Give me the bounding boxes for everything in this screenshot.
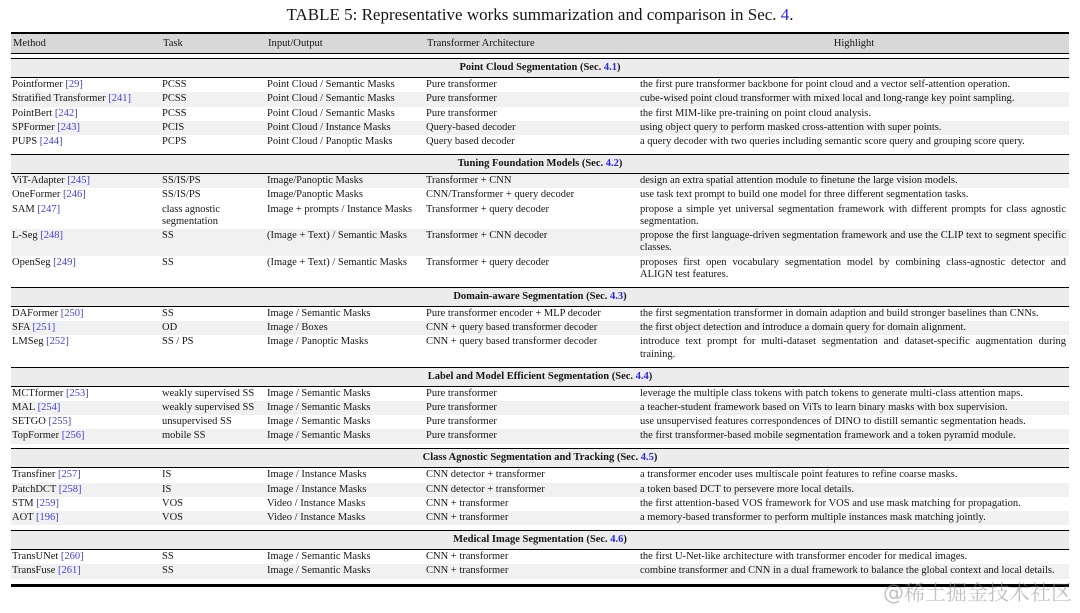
task-cell: mobile SS <box>161 429 266 443</box>
citation-link[interactable]: [252] <box>46 336 69 348</box>
highlight-cell: design an extra spatial attention module to finetune the large vision models. <box>639 173 1069 188</box>
section-header-row <box>11 530 1069 549</box>
input-output-cell: Image / Instance Masks <box>266 483 425 497</box>
method-cell <box>11 229 161 256</box>
highlight-cell: use unsupervised features correspondences of DINO to distill semantic segmentation heads. <box>640 416 1026 428</box>
architecture-cell: Pure transformer <box>425 429 639 443</box>
method-name: TopFormer <box>12 430 60 442</box>
section-header-cell <box>11 59 1069 78</box>
method-cell <box>11 107 161 121</box>
architecture-cell: Pure transformer <box>426 107 497 119</box>
table-row <box>11 483 1069 497</box>
architecture-cell: Transformer + query decoder <box>426 203 550 215</box>
citation-link[interactable]: [258] <box>58 483 82 495</box>
highlight-cell: the first segmentation transformer in domain adaption and build stronger baselines than CNNs. <box>640 307 1039 319</box>
table-row <box>11 415 1069 429</box>
section-header-text: Tuning Foundation Models (Sec. <box>457 157 606 169</box>
column-header-task: Task <box>161 33 266 54</box>
table-row <box>11 188 1069 202</box>
column-header-transformer-architecture: Transformer Architecture <box>425 33 639 54</box>
citation-link[interactable]: [196] <box>36 512 59 524</box>
table-row <box>11 135 1069 149</box>
architecture-cell: Pure transformer encoder + MLP decoder <box>426 307 601 319</box>
method-name: MAL <box>12 401 35 413</box>
method-cell <box>11 429 161 443</box>
input-output-cell: Point Cloud / Semantic Masks <box>267 79 395 90</box>
architecture-cell: CNN + transformer <box>425 564 639 578</box>
section-number-link[interactable]: 4.3 <box>610 290 624 302</box>
task-cell: SS <box>162 307 174 319</box>
highlight-cell: proposes first open vocabulary segmentation model by combining class-agnostic detector and ALIGN test features. <box>640 256 1066 281</box>
section-header-row <box>11 154 1069 173</box>
method-name: STM <box>12 497 34 509</box>
column-header-highlight: Highlight <box>639 33 1069 54</box>
task-cell: VOS <box>161 511 266 525</box>
table-row <box>11 386 1069 401</box>
architecture-cell: Query-based decoder <box>425 121 639 135</box>
table-row <box>11 92 1069 106</box>
table-row <box>11 321 1069 335</box>
task-cell: PCSS <box>162 79 187 90</box>
method-cell <box>11 549 161 564</box>
section-header-text: Point Cloud Segmentation (Sec. <box>459 62 604 73</box>
task-cell: VOS <box>162 497 184 509</box>
architecture-cell: CNN detector + transformer <box>426 469 545 481</box>
method-name: AOT <box>12 512 34 524</box>
table-row <box>11 497 1069 511</box>
task-cell: SS <box>162 256 174 268</box>
section-header-close: ) <box>648 370 653 382</box>
citation-link[interactable]: [243] <box>57 121 80 133</box>
input-output-cell: Image / Semantic Masks <box>267 550 371 562</box>
citation-link[interactable]: [253] <box>65 387 89 399</box>
input-output-cell: Image / Semantic Masks <box>267 307 371 319</box>
input-output-cell: Image / Instance Masks <box>267 469 367 481</box>
highlight-cell: a memory-based transformer to perform multiple instances mask matching jointly. <box>639 511 1069 525</box>
method-name: Transfiner <box>12 469 56 481</box>
section-header-close: ) <box>623 533 627 545</box>
table-row <box>11 203 1069 230</box>
method-name: PatchDCT <box>12 483 57 495</box>
method-name: OpenSeg <box>12 256 51 268</box>
comparison-table <box>11 32 1069 584</box>
section-number-link[interactable]: 4.2 <box>605 157 619 169</box>
method-cell <box>11 497 161 511</box>
method-name: LMSeg <box>12 336 44 348</box>
method-cell <box>11 188 161 202</box>
table-caption <box>0 0 1080 25</box>
task-cell: PCIS <box>161 121 266 135</box>
input-output-cell: Image + prompts / Instance Masks <box>267 203 413 215</box>
section-header-row <box>11 287 1069 306</box>
highlight-cell: combine transformer and CNN in a dual framework to balance the global context and local details. <box>639 564 1069 578</box>
architecture-cell: Transformer + query decoder <box>426 256 550 268</box>
input-output-cell: Point Cloud / Semantic Masks <box>267 107 395 119</box>
citation-link[interactable]: [242] <box>54 107 78 119</box>
citation-link[interactable]: [248] <box>40 230 64 242</box>
method-name: PointBert <box>12 107 53 119</box>
method-name: TransFuse <box>12 565 56 577</box>
input-output-cell: Image / Semantic Masks <box>266 429 425 443</box>
section-header-row <box>11 367 1069 386</box>
architecture-cell: Pure transformer <box>425 92 639 106</box>
task-cell: OD <box>161 321 266 335</box>
architecture-cell: CNN + transformer <box>426 550 509 562</box>
highlight-cell: the first attention-based VOS framework for VOS and use mask matching for propagation. <box>640 497 1021 509</box>
table-row <box>11 429 1069 443</box>
method-cell <box>11 335 161 362</box>
architecture-cell: Pure transformer <box>426 79 497 90</box>
method-name: MCTformer <box>12 387 64 399</box>
task-cell: IS <box>161 483 266 497</box>
section-header-cell <box>11 449 1069 468</box>
method-cell <box>11 306 161 321</box>
table-row <box>11 549 1069 564</box>
header-row <box>11 33 1069 54</box>
highlight-cell: leverage the multiple class tokens with patch tokens to generate multi-class attention maps. <box>640 387 1023 399</box>
method-name: SPFormer <box>12 121 55 133</box>
input-output-cell: Image / Boxes <box>266 321 425 335</box>
method-cell <box>11 256 161 283</box>
table-row <box>11 229 1069 256</box>
task-cell: PCPS <box>162 136 187 148</box>
section-header-close: ) <box>623 290 627 302</box>
citation-link[interactable]: [244] <box>39 136 63 148</box>
section-number-link[interactable]: 4.4 <box>635 370 649 382</box>
highlight-cell: a token based DCT to persevere more local details. <box>639 483 1069 497</box>
method-name: DAFormer <box>12 307 59 319</box>
method-cell <box>11 92 161 106</box>
task-cell: IS <box>162 469 172 481</box>
architecture-cell: CNN detector + transformer <box>425 483 639 497</box>
input-output-cell: Point Cloud / Panoptic Masks <box>267 136 393 148</box>
table-row <box>11 173 1069 188</box>
citation-link[interactable]: [259] <box>36 497 59 509</box>
method-cell <box>11 121 161 135</box>
highlight-cell: a teacher-student framework based on ViTs to learn binary masks with box supervision. <box>639 401 1069 415</box>
table-bottom-rule <box>11 584 1069 587</box>
method-name: TransUNet <box>12 550 59 562</box>
section-number-link[interactable]: 4.1 <box>603 62 617 73</box>
section-header-cell <box>11 530 1069 549</box>
table-header <box>11 33 1069 54</box>
method-cell <box>11 564 161 578</box>
architecture-cell: CNN + transformer <box>425 511 639 525</box>
task-cell: SS/IS/PS <box>162 189 201 201</box>
architecture-cell: CNN/Transformer + query decoder <box>426 189 575 201</box>
task-cell: PCSS <box>162 107 187 119</box>
highlight-cell: the first transformer-based mobile segmentation framework and a token pyramid module. <box>639 429 1069 443</box>
section-header-text: Label and Model Efficient Segmentation (Sec. <box>427 370 636 382</box>
highlight-cell: a query decoder with two queries including semantic score query and grouping score query. <box>640 136 1025 148</box>
citation-link[interactable]: [246] <box>63 189 86 201</box>
method-cell <box>11 203 161 230</box>
highlight-cell: cube-wised point cloud transformer with mixed local and long-range key point sampling. <box>639 92 1069 106</box>
method-name: Stratified Transformer <box>12 93 106 105</box>
architecture-cell: Pure transformer <box>426 387 497 399</box>
table-row <box>11 256 1069 283</box>
task-cell: weakly supervised SS <box>161 401 266 415</box>
task-cell: SS <box>162 550 174 562</box>
method-cell <box>11 483 161 497</box>
table-row <box>11 306 1069 321</box>
input-output-cell: Image / Semantic Masks <box>267 416 371 428</box>
citation-link[interactable]: [260] <box>60 550 84 562</box>
table-row <box>11 401 1069 415</box>
table-row <box>11 107 1069 121</box>
highlight-cell: propose the first language-driven segmentation framework and use the CLIP text to segment specific classes. <box>639 229 1069 256</box>
citation-link[interactable]: [247] <box>37 203 61 215</box>
table-row <box>11 335 1069 362</box>
highlight-cell: introduce text prompt for multi-dataset segmentation and dataset-specific augmentation during training. <box>640 336 1066 360</box>
task-cell: SS/IS/PS <box>161 173 266 188</box>
highlight-cell: the first pure transformer backbone for point cloud and a vector self-attention operation. <box>640 79 1010 90</box>
citation-link[interactable]: [29] <box>65 79 83 90</box>
input-output-cell: Point Cloud / Instance Masks <box>266 121 425 135</box>
architecture-cell: CNN + transformer <box>426 497 509 509</box>
task-cell: unsupervised SS <box>162 416 232 428</box>
table-row <box>11 78 1069 93</box>
method-name: SAM <box>12 203 35 215</box>
table-row <box>11 511 1069 525</box>
citation-link[interactable]: [245] <box>67 174 91 186</box>
architecture-cell: Pure transformer <box>425 401 639 415</box>
architecture-cell: Query based decoder <box>426 136 515 148</box>
section-header-cell <box>11 367 1069 386</box>
architecture-cell: Transformer + CNN <box>425 173 639 188</box>
highlight-cell: propose a simple yet universal segmentation framework with different prompts for class agnostic segmentation. <box>640 203 1066 227</box>
architecture-cell: CNN + query based transformer decoder <box>426 336 598 348</box>
section-header-text: Domain-aware Segmentation (Sec. <box>453 290 611 302</box>
method-name: PUPS <box>12 136 38 148</box>
section-header-row <box>11 59 1069 78</box>
citation-link[interactable]: [254] <box>37 401 61 413</box>
method-cell <box>11 401 161 415</box>
architecture-cell: Pure transformer <box>426 416 497 428</box>
highlight-cell: use task text prompt to build one model for three different segmentation tasks. <box>640 189 969 201</box>
watermark: @稀土掘金技术社区 <box>883 581 1072 605</box>
section-header-close: ) <box>653 452 658 464</box>
input-output-cell: (Image + Text) / Semantic Masks <box>266 229 425 256</box>
input-output-cell: Image / Semantic Masks <box>266 401 425 415</box>
task-cell: weakly supervised SS <box>162 387 255 399</box>
input-output-cell: Image/Panoptic Masks <box>266 173 425 188</box>
citation-link[interactable]: [251] <box>32 322 56 334</box>
method-name: SETGO <box>12 416 46 428</box>
section-header-cell <box>11 154 1069 173</box>
highlight-cell: a transformer encoder uses multiscale point features to refine coarse masks. <box>640 469 958 481</box>
highlight-cell: the first MIM-like pre-training on point cloud analysis. <box>640 107 871 119</box>
section-header-close: ) <box>617 62 621 73</box>
citation-link[interactable]: [249] <box>53 256 76 268</box>
highlight-cell: the first U-Net-like architecture with transformer encoder for medical images. <box>640 550 968 562</box>
column-header-method: Method <box>11 33 161 54</box>
method-name: ViT-Adapter <box>12 174 65 186</box>
architecture-cell: CNN + query based transformer decoder <box>425 321 639 335</box>
citation-link[interactable]: [261] <box>58 565 81 577</box>
input-output-cell: (Image + Text) / Semantic Masks <box>267 256 408 268</box>
method-cell <box>11 78 161 93</box>
section-header-text: Medical Image Segmentation (Sec. <box>453 533 611 545</box>
task-cell: class agnostic segmentation <box>162 203 221 227</box>
method-name: L-Seg <box>12 230 38 242</box>
input-output-cell: Point Cloud / Semantic Masks <box>266 92 425 106</box>
method-name: SFA <box>12 322 30 334</box>
method-cell <box>11 511 161 525</box>
method-cell <box>11 321 161 335</box>
section-header-text: Class Agnostic Segmentation and Tracking (Sec. <box>422 452 641 464</box>
task-cell: SS / PS <box>162 336 194 348</box>
method-cell <box>11 386 161 401</box>
input-output-cell: Video / Instance Masks <box>266 511 425 525</box>
architecture-cell: Transformer + CNN decoder <box>425 229 639 256</box>
section-4-link[interactable]: 4 <box>780 5 790 24</box>
section-number-link[interactable]: 4.5 <box>640 452 654 464</box>
method-cell <box>11 135 161 149</box>
section-header-cell <box>11 287 1069 306</box>
method-cell <box>11 468 161 483</box>
highlight-cell: using object query to perform masked cross-attention with super points. <box>639 121 1069 135</box>
method-cell <box>11 415 161 429</box>
table-row <box>11 468 1069 483</box>
citation-link[interactable]: [250] <box>60 307 84 319</box>
table-row <box>11 121 1069 135</box>
table-row <box>11 564 1069 578</box>
method-name: Pointformer <box>12 79 63 90</box>
citation-link[interactable]: [241] <box>108 93 131 105</box>
caption-text: TABLE 5: Representative works summarization and comparison in Sec. <box>286 5 781 24</box>
task-cell: SS <box>161 564 266 578</box>
input-output-cell: Video / Instance Masks <box>267 497 366 509</box>
citation-link[interactable]: [255] <box>48 416 72 428</box>
task-cell: SS <box>161 229 266 256</box>
citation-link[interactable]: [257] <box>57 469 81 481</box>
input-output-cell: Image / Semantic Masks <box>266 564 425 578</box>
highlight-cell: the first object detection and introduce a domain query for domain alignment. <box>639 321 1069 335</box>
method-cell <box>11 173 161 188</box>
caption-period: . <box>789 5 794 24</box>
section-header-close: ) <box>618 157 623 169</box>
task-cell: PCSS <box>161 92 266 106</box>
citation-link[interactable]: [256] <box>61 430 85 442</box>
input-output-cell: Image / Semantic Masks <box>267 387 371 399</box>
column-header-input-output: Input/Output <box>266 33 425 54</box>
method-name: OneFormer <box>12 189 61 201</box>
input-output-cell: Image / Panoptic Masks <box>267 336 369 348</box>
section-number-link[interactable]: 4.6 <box>610 533 624 545</box>
input-output-cell: Image/Panoptic Masks <box>267 189 363 201</box>
section-header-row <box>11 449 1069 468</box>
